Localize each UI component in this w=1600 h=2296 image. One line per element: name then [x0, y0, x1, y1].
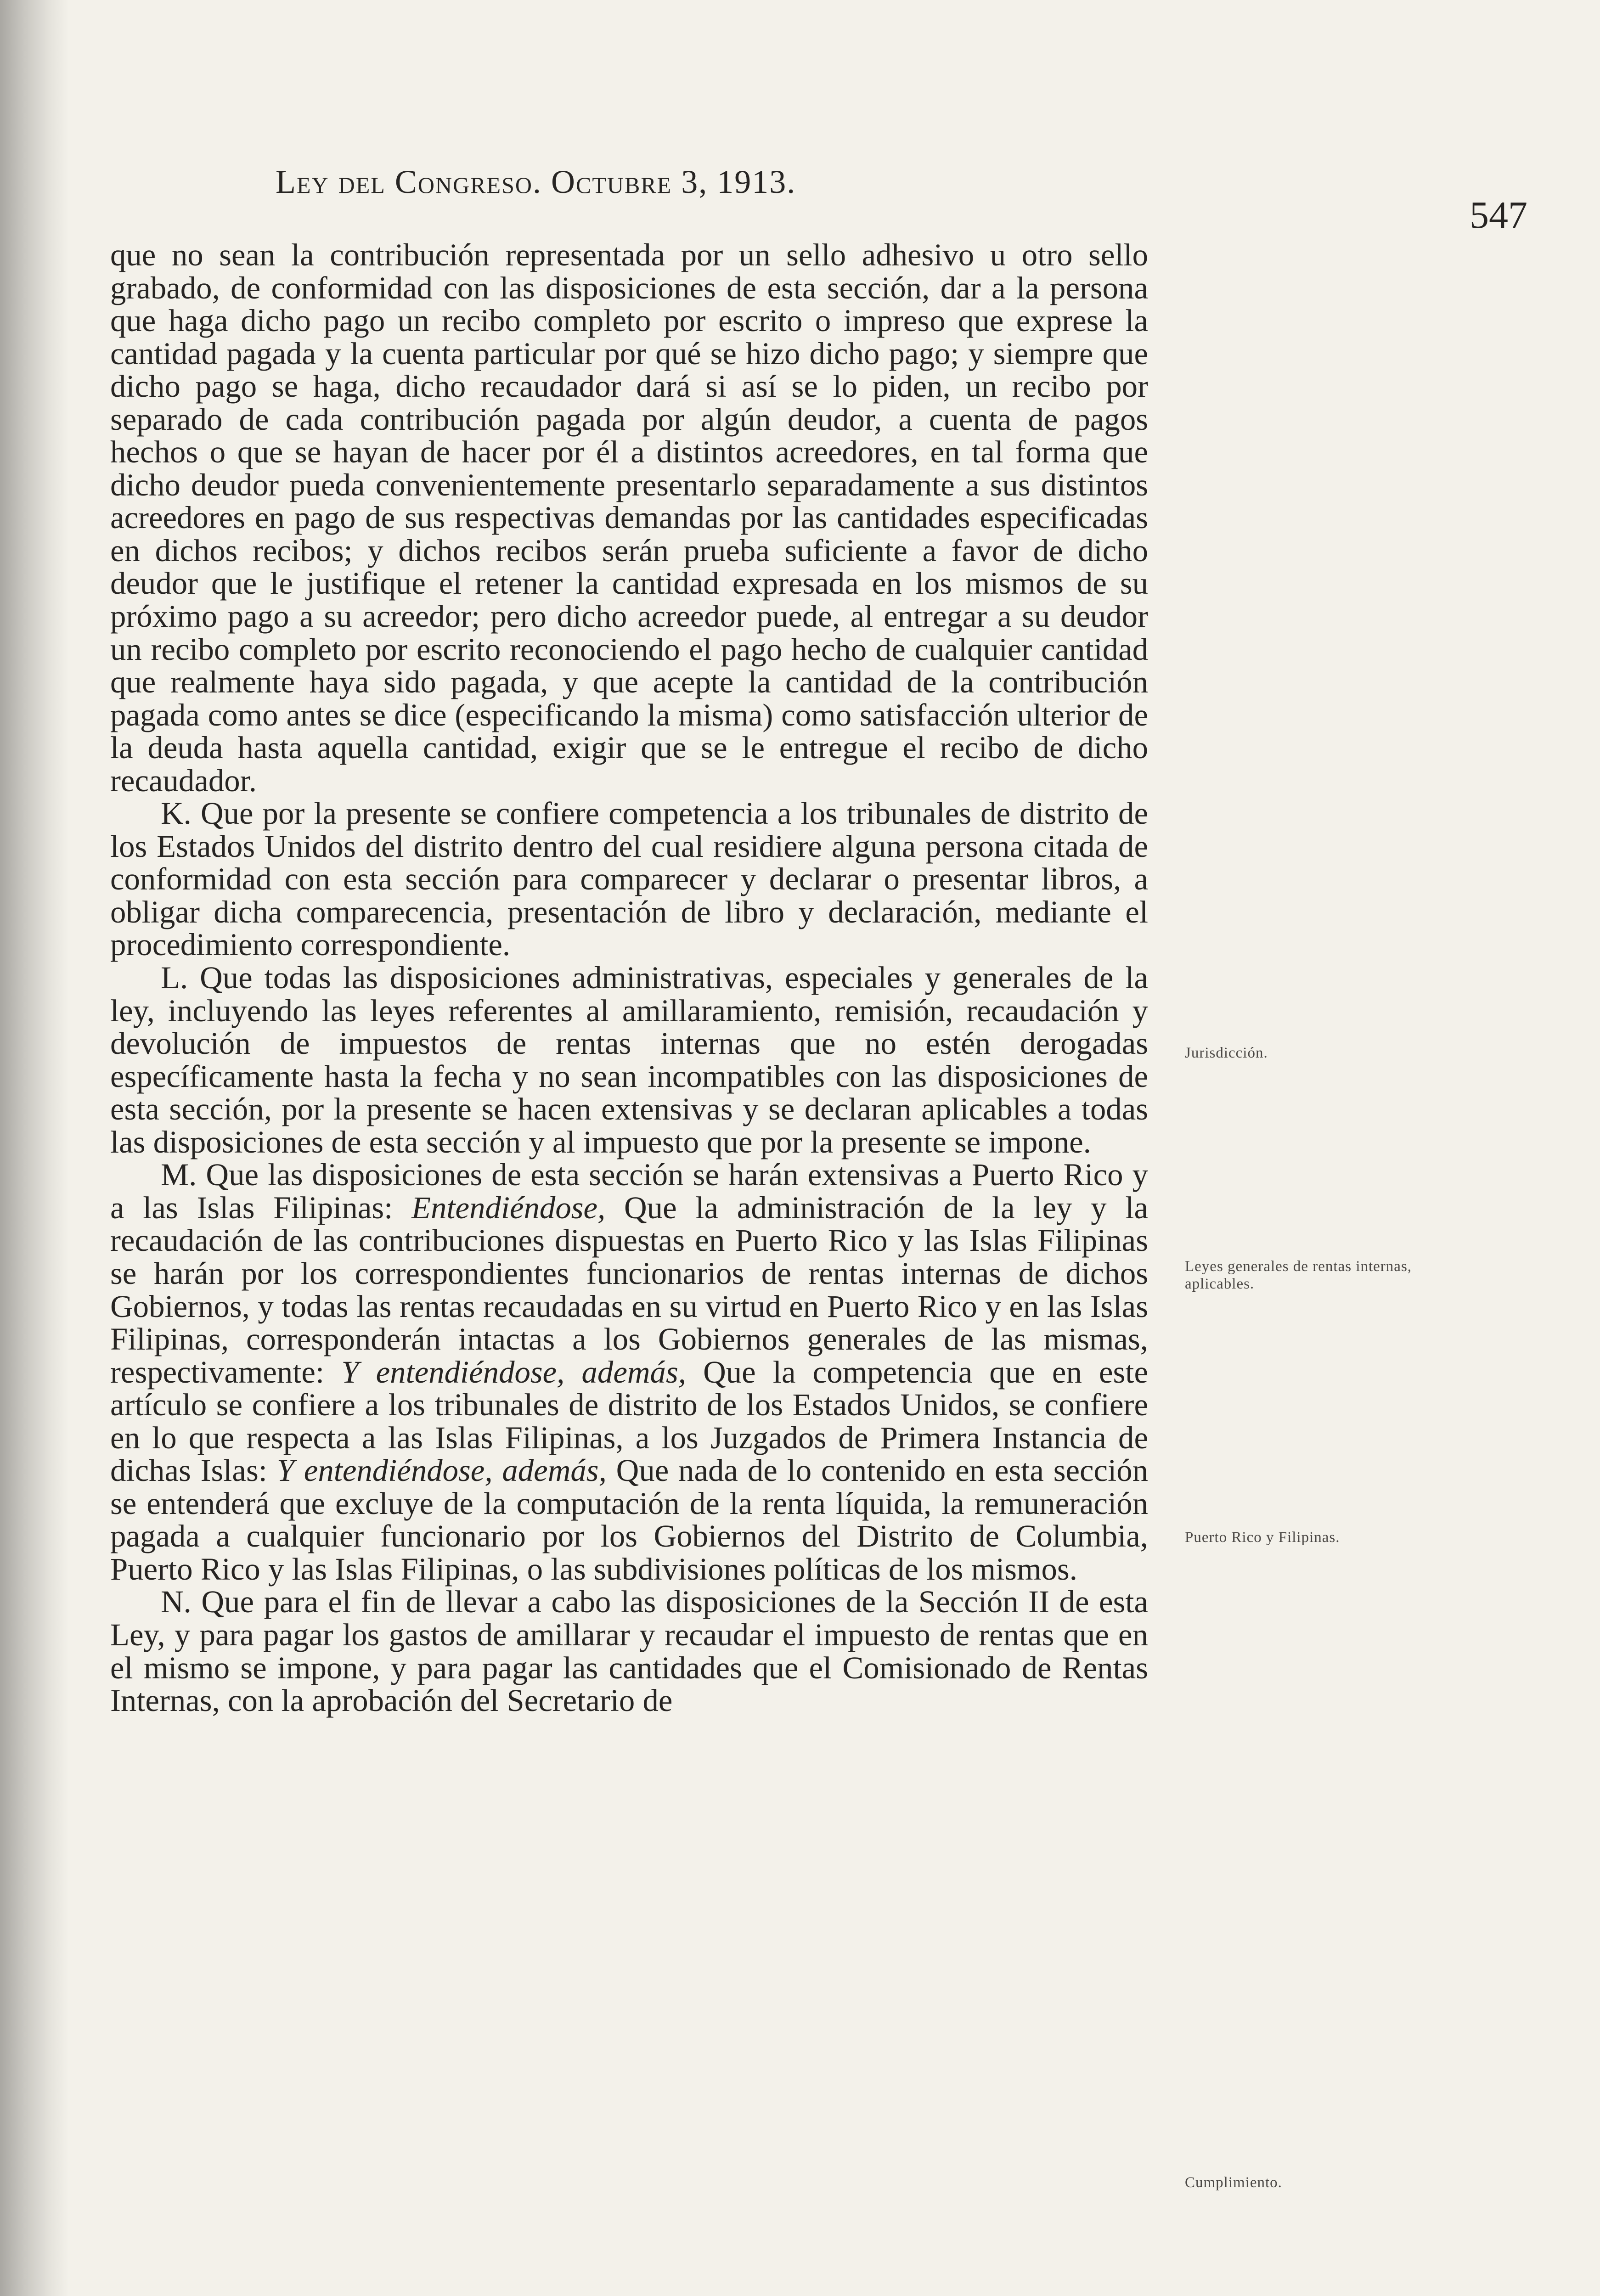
margin-note-leyes-generales: Leyes generales de rentas internas, aplicables. [1185, 1258, 1412, 1292]
paragraph-m-text-1: M. Que las disposiciones de esta sección se harán extensivas a Puerto Rico y a las Islas Filipinas: [110, 1157, 1148, 1225]
page-number: 547 [1470, 194, 1527, 236]
margin-note-puerto-rico: Puerto Rico y Filipinas. [1185, 1529, 1340, 1546]
margin-note-cumplimiento: Cumplimiento. [1185, 2174, 1282, 2191]
paragraph-l: L. Que todas las disposiciones administrativas, especiales y generales de la ley, incluyendo las leyes referentes al amillaramiento, remisión, recaudación y devolución de impuestos de rentas internas que no estén derogadas específicamente hasta la fecha y no sean incompatibles con las disposiciones de esta sección, por la presente se hacen extensivas y se declaran aplicables a todas las disposiciones de esta sección y al impuesto que por la presente se impone. [110, 960, 1148, 1159]
paragraph-m-text-3: Que la competencia que en este artículo se confiere a los tribunales de distrito de los Estados Unidos, se confiere en lo que respecta a las Islas Filipinas, a los Juzgados de Primera Instancia de dichas Islas: [110, 1354, 1148, 1488]
paragraph-n: N. Que para el fin de llevar a cabo las disposiciones de la Sección II de esta Ley, y para pagar los gastos de amillarar y recaudar el impuesto de rentas que en el mismo se impone, y para pagar las cantidades que el Comisionado de Rentas Internas, con la aprobación del Secretario de [110, 1584, 1148, 1718]
paragraph-m-italic-3: Y entendiéndose, además, [276, 1453, 607, 1488]
paragraph-k: K. Que por la presente se confiere competencia a los tribunales de distrito de los Estados Unidos del distrito dentro del cual residiere alguna persona citada de conformidad con esta sección para comparecer y declarar o presentar libros, a obligar dicha comparecencia, presentación de libro y declaración, mediante el procedimiento correspondiente. [110, 796, 1148, 962]
paragraph-m-italic-2: Y entendiéndose, además, [341, 1354, 686, 1390]
margin-note-jurisdiccion: Jurisdicción. [1185, 1045, 1268, 1061]
continuation-paragraph: que no sean la contribución representada por un sello adhesivo u otro sello grabado, de conformidad con las disposiciones de esta sección, dar a la persona que haga dicho pago un recibo completo por escrito o impreso que exprese la cantidad pagada y la cuenta particular por qué se hizo dicho pago; y siempre que dicho pago se haga, dicho recaudador dará si así se lo piden, un recibo por separado de cada contribución pagada por algún deudor, a cuenta de pagos hechos o que se hayan de hacer por él a distintos acreedores, en tal forma que dicho deudor pueda convenientemente presentarlo separadamente a sus distintos acreedores en pago de sus respectivas demandas por las cantidades especificadas en dichos recibos; y dichos recibos serán prueba suficiente a favor de dicho deudor que le justifique el retener la cantidad expresada en los mismos de su próximo pago a su acreedor; pero dicho acreedor puede, al entregar a su deudor un recibo completo por escrito reconociendo el pago hecho de cualquier cantidad que realmente haya sido pagada, y que acepte la cantidad de la contribución pagada como antes se dice (especificando la misma) como satisfacción ulterior de la deuda hasta aquella cantidad, exigir que se le entregue el recibo de dicho recaudador. [110, 237, 1148, 798]
running-head: Ley del Congreso. Octubre 3, 1913. [276, 163, 796, 200]
paragraph-m-italic-1: Entendiéndose, [411, 1190, 606, 1225]
main-text-column [110, 239, 1148, 1717]
paragraph-m [110, 1159, 1148, 1586]
page-binding-shadow [0, 0, 69, 2296]
paragraph-m-text-4: Que nada de lo contenido en esta sección se entenderá que excluye de la computación de la renta líquida, la remuneración pagada a cualquier funcionario por los Gobiernos del Distrito de Columbia, Puerto Rico y las Islas Filipinas, o las subdivisiones políticas de los mismos. [110, 1453, 1149, 1587]
paragraph-m-text-2: Que la administración de la ley y la recaudación de las contribuciones dispuestas en Puerto Rico y las Islas Filipinas se harán por los correspondientes funcionarios de rentas internas de dichos Gobiernos, y todas las rentas recaudadas en su virtud en Puerto Rico y en las Islas Filipinas, corresponderán intactas a los Gobiernos generales de las mismas, respectivamente: [110, 1190, 1149, 1390]
